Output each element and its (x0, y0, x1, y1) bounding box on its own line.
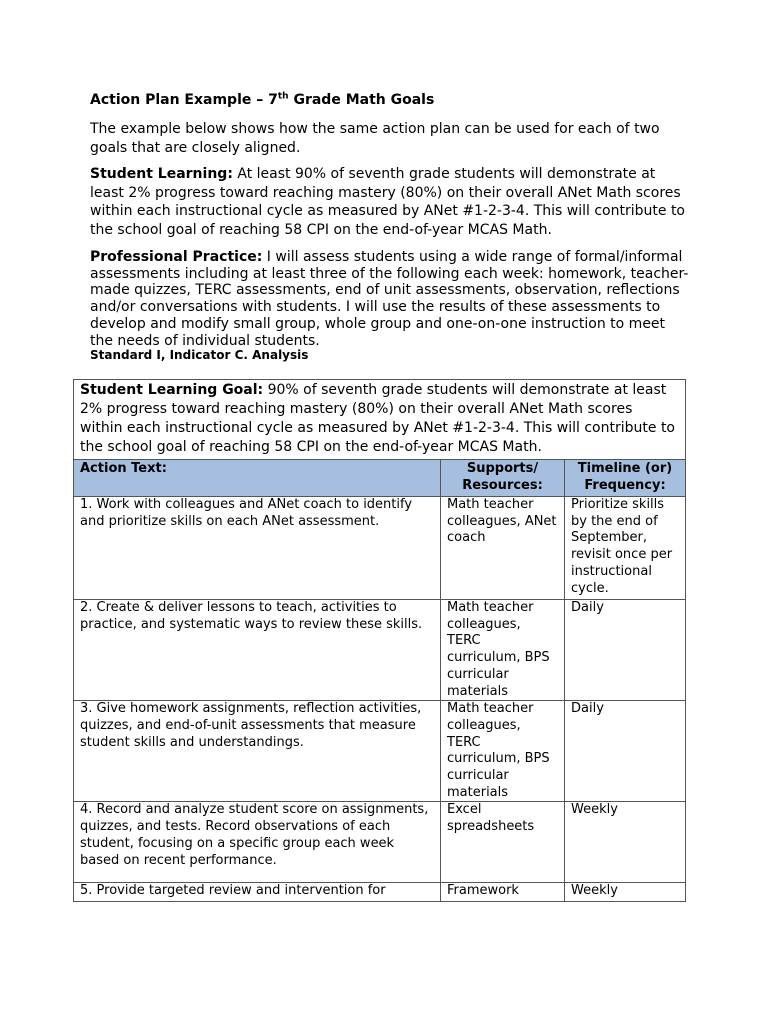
action-cell: 4. Record and analyze student score on assignments, quizzes, and tests. Record observations of each student, focusing on a specific group each week based on recent performance. (74, 802, 441, 883)
professional-practice-paragraph (90, 249, 690, 349)
supports-cell: Math teacher colleagues, ANet coach (441, 497, 565, 600)
title-rest: Grade Math Goals (288, 92, 435, 108)
action-cell: 3. Give homework assignments, reflection activities, quizzes, and end-of-unit assessments that measure student skills and understandings. (74, 701, 441, 802)
header-action: Action Text: (74, 460, 441, 497)
goal-text: 90% of seventh grade students will demonstrate at least 2% progress toward reaching mastery (80%) on their overall ANet Math scores within each instructional cycle as measured by ANet #1-2-3-4. This will contribute to the school goal of reaching 58 CPI on the end-of-year MCAS Math. (80, 382, 675, 455)
header-timeline: Timeline (or) Frequency: (565, 460, 686, 497)
timeline-cell: Weekly (565, 802, 686, 883)
timeline-cell: Prioritize skills by the end of September, revisit once per instructional cycle. (565, 497, 686, 600)
action-cell: 1. Work with colleagues and ANet coach to identify and prioritize skills on each ANet assessment. (74, 497, 441, 600)
timeline-cell: Daily (565, 600, 686, 701)
goal-cell (74, 380, 686, 460)
student-learning-paragraph (90, 165, 690, 239)
supports-cell: Excel spreadsheets (441, 802, 565, 883)
title-main: Action Plan Example – 7 (90, 92, 278, 108)
supports-cell: Math teacher colleagues, TERC curriculum, BPS curricular materials (441, 701, 565, 802)
action-plan-table (73, 379, 686, 902)
page-title (90, 91, 434, 109)
action-cell: 5. Provide targeted review and intervention for (74, 883, 441, 902)
table-row (74, 701, 686, 802)
title-superscript: th (277, 91, 289, 102)
goal-label: Student Learning Goal: (80, 382, 264, 398)
goal-row (74, 380, 686, 460)
intro-paragraph: The example below shows how the same action plan can be used for each of two goals that are closely aligned. (90, 121, 660, 156)
table-row (74, 883, 686, 902)
student-learning-label: Student Learning: (90, 166, 233, 182)
timeline-cell: Daily (565, 701, 686, 802)
header-row (74, 460, 686, 497)
action-cell: 2. Create & deliver lessons to teach, activities to practice, and systematic ways to review these skills. (74, 600, 441, 701)
supports-cell: Framework (441, 883, 565, 902)
header-supports: Supports/ Resources: (441, 460, 565, 497)
table-row (74, 600, 686, 701)
timeline-cell: Weekly (565, 883, 686, 902)
table-row (74, 802, 686, 883)
supports-cell: Math teacher colleagues, TERC curriculum, BPS curricular materials (441, 600, 565, 701)
professional-practice-text: I will assess students using a wide range of formal/informal assessments including at least three of the following each week: homework, teacher-made quizzes, TERC assessments, end of unit assessments, observation, reflections and/or conversations with students. I will use the results of these assessments to develop and modify small group, whole group and one-on-one instruction to meet the needs of individual students. (90, 249, 689, 349)
table-row (74, 497, 686, 600)
professional-practice-label: Professional Practice: (90, 249, 263, 265)
standard-indicator: Standard I, Indicator C. Analysis (90, 348, 309, 362)
student-learning-text: At least 90% of seventh grade students will demonstrate at least 2% progress toward reaching mastery (80%) on their overall ANet Math scores within each instructional cycle as measured by ANet #1-2-3-4. This will contribute to the school goal of reaching 58 CPI on the end-of-year MCAS Math. (90, 166, 685, 238)
